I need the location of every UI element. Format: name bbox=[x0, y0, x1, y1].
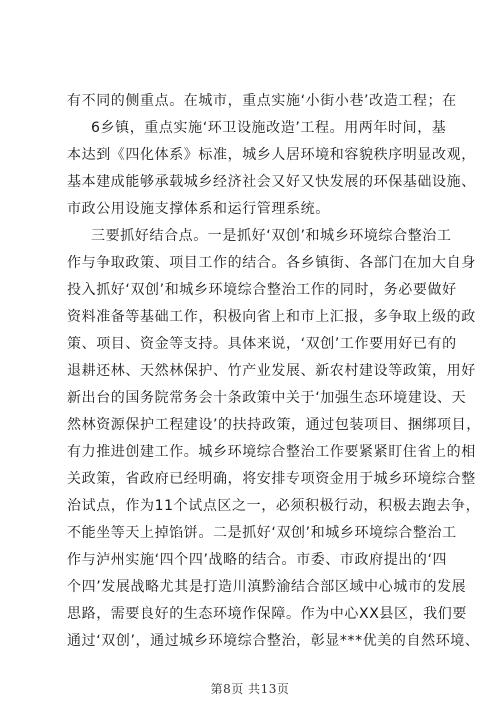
text-line: 治试点，作为11个试点区之一，必须积极行动，积极去跑去争， bbox=[67, 498, 481, 514]
text-line: 关政策，省政府已经明确，将安排专项资金用于城乡环境综合整 bbox=[67, 471, 476, 487]
text-line: 基本建成能够承载城乡经济社会又好又快发展的环保基础设施、 bbox=[67, 174, 476, 190]
text-line: 有力推进创建工作。城乡环境综合整治工作要紧紧盯住省上的相 bbox=[67, 444, 476, 460]
text-line: 通过‘双创’，通过城乡环境综合整治，彰显***优美的自然环境、 bbox=[67, 633, 480, 649]
text-line: 投入抓好‘双创’和城乡环境综合整治工作的同时，务必要做好 bbox=[67, 282, 457, 298]
text-line: 不能坐等天上掉馅饼。二是抓好‘双创’和城乡环境综合整治工 bbox=[67, 525, 457, 541]
text-line: 作与争取政策、项目工作的结合。各乡镇街、各部门在加大自身 bbox=[67, 255, 476, 271]
text-line: 策、项目、资金等支持。具体来说，‘双创’工作要用好已有的 bbox=[67, 336, 457, 352]
text-line: 市政公用设施支撑体系和运行管理系统。 bbox=[67, 201, 330, 217]
text-line: 6乡镇，重点实施‘环卫设施改造’工程。用两年时间，基 bbox=[91, 120, 447, 136]
text-line: 思路，需要良好的生态环境作保障。作为中心XX县区，我们要 bbox=[67, 606, 467, 622]
text-line: 本达到《四化体系》标准，城乡人居环境和容貌秩序明显改观， bbox=[67, 147, 476, 163]
text-line: 三要抓好结合点。一是抓好‘双创’和城乡环境综合整治工 bbox=[91, 228, 452, 244]
text-line: 资料准备等基础工作，积极向省上和市上汇报，多争取上级的政 bbox=[67, 309, 476, 325]
text-line: 个四’发展战略尤其是打造川滇黔渝结合部区域中心城市的发展 bbox=[67, 579, 467, 595]
text-line: 然林资源保护工程建设’的扶持政策，通过包装项目、捆绑项目， bbox=[67, 417, 481, 433]
text-line: 作与泸州实施‘四个四’战略的结合。市委、市政府提出的‘四 bbox=[67, 552, 448, 568]
text-line: 新出台的国务院常务会十条政策中关于‘加强生态环境建设、天 bbox=[67, 390, 467, 406]
text-line: 有不同的侧重点。在城市，重点实施‘小街小巷’改造工程；在 bbox=[67, 93, 457, 109]
text-line: 退耕还林、天然林保护、竹产业发展、新农村建设等政策，用好 bbox=[67, 363, 476, 379]
page-footer: 第8页 共13页 bbox=[210, 682, 290, 696]
